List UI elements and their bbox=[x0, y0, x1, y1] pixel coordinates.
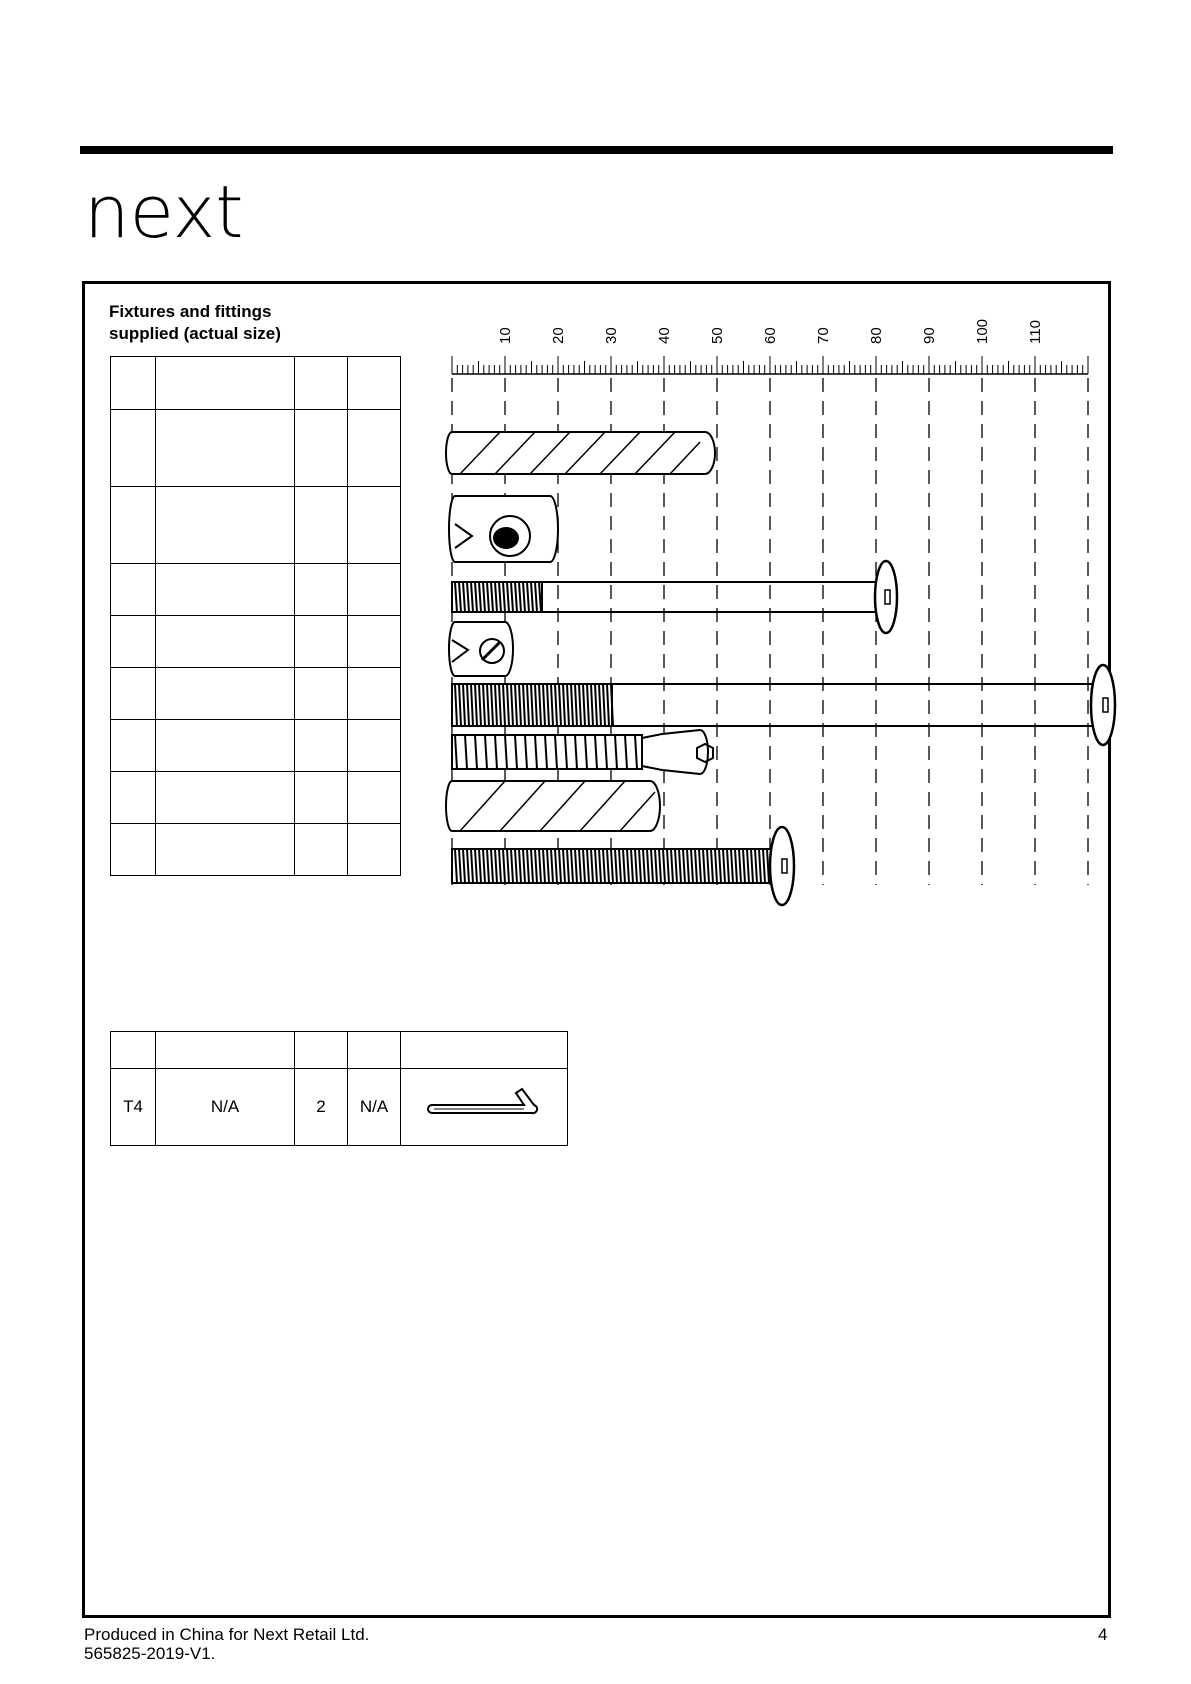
tool-quantity: 2 bbox=[295, 1069, 348, 1146]
tool-table-header-row bbox=[111, 1032, 568, 1069]
tool-table-row bbox=[111, 1069, 568, 1146]
ruler-scale bbox=[452, 356, 1088, 374]
connector-bolt-icon bbox=[452, 665, 1115, 745]
footer bbox=[84, 1625, 369, 1663]
wooden-dowel-icon bbox=[446, 781, 660, 831]
ruler-label: 30 bbox=[603, 327, 620, 344]
footer-reference: 565825-2019-V1. bbox=[84, 1644, 216, 1663]
ruler-label: 20 bbox=[550, 327, 567, 344]
ruler-label: 40 bbox=[656, 327, 673, 344]
connector-bolt-icon bbox=[452, 561, 897, 633]
ruler-label: 70 bbox=[815, 327, 832, 344]
ruler-label: 50 bbox=[709, 327, 726, 344]
section-title-line1: Fixtures and fittings bbox=[109, 302, 272, 321]
wooden-dowel-icon bbox=[446, 432, 715, 474]
ruler-label: 110 bbox=[1027, 320, 1044, 344]
tool-code: T4 bbox=[111, 1069, 156, 1146]
tool-col2: N/A bbox=[156, 1069, 295, 1146]
allen-key-icon bbox=[401, 1069, 568, 1146]
logo-text: next bbox=[84, 182, 244, 242]
page-number: 4 bbox=[1098, 1625, 1108, 1644]
ruler-label: 10 bbox=[497, 327, 514, 344]
ruler-label: 60 bbox=[762, 327, 779, 344]
ruler-label: 90 bbox=[921, 327, 938, 344]
footer-producer: Produced in China for Next Retail Ltd. bbox=[84, 1625, 370, 1644]
tool-col4: N/A bbox=[348, 1069, 401, 1146]
cam-lock-nut-icon bbox=[449, 622, 513, 676]
ruler-label: 80 bbox=[868, 327, 885, 344]
ruler-labels bbox=[497, 319, 1044, 344]
tool-table bbox=[110, 1031, 568, 1146]
section-title-line2: supplied (actual size) bbox=[109, 324, 281, 343]
cam-lock-barrel-icon bbox=[449, 496, 558, 562]
cam-screw-icon bbox=[452, 730, 713, 774]
ruler-label: 100 bbox=[974, 318, 991, 344]
connector-bolt-icon bbox=[452, 827, 794, 905]
